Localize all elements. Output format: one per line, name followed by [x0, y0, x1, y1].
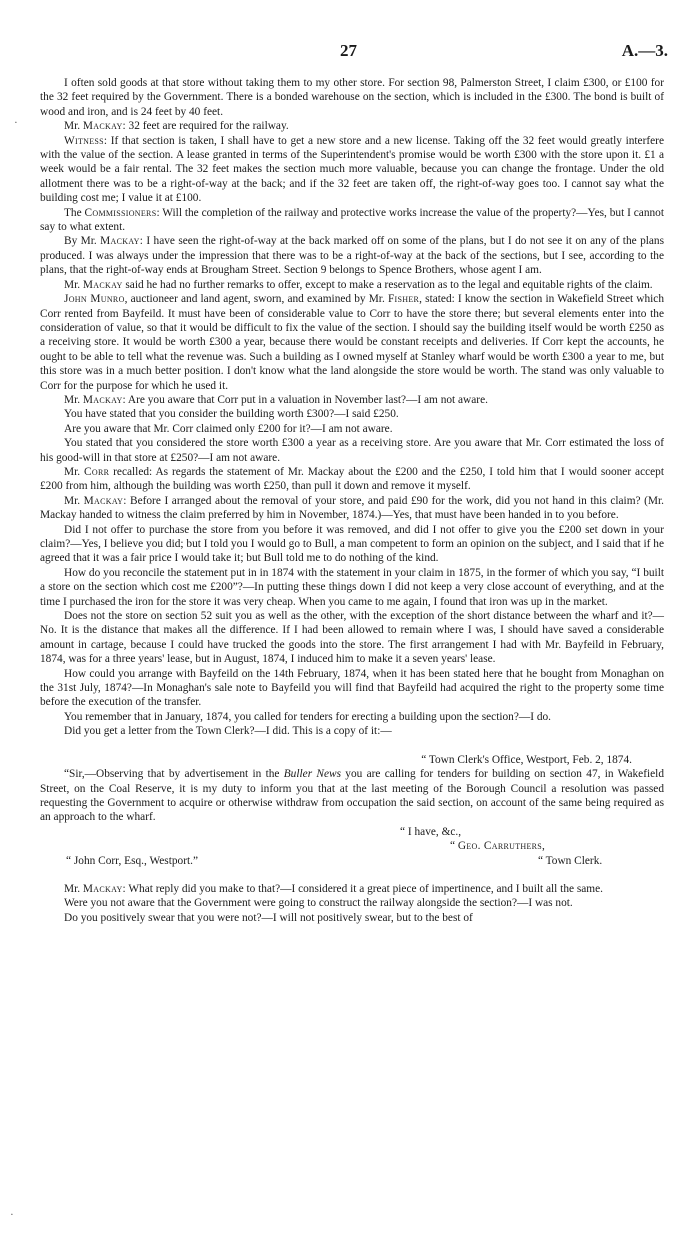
paragraph — [40, 523, 664, 566]
document-body — [40, 76, 664, 925]
paragraph — [40, 393, 664, 407]
text-run: You remember that in January, 1874, you called for tenders for erecting a building upon the section?—I do. — [64, 710, 552, 723]
letter-body — [40, 767, 664, 825]
letter-addressee: “ John Corr, Esq., Westport.” — [66, 854, 199, 867]
text-run: Did I not offer to purchase the store from you before it was removed, and did I not offer to give you the £200 set down in your claim?—Yes, I believe you did; but I told you I would go to Bull, a man competent to form an opinion on the subject, and I said that if he agreed that it was a fair price I would take it; but Bull told me to do nothing of the kind. — [40, 523, 664, 565]
paragraph — [40, 134, 664, 206]
text-run: : Will the completion of the railway and protective works increase the value of the property?—Yes, but I cannot say to what extent. — [40, 206, 664, 234]
letter-signatory-line — [450, 839, 664, 853]
text-run: Were you not aware that the Government were going to construct the railway alongside the section?—I was not. — [64, 897, 573, 910]
text-run: said he had no further remarks to offer, except to make a reservation as to the legal and equitable rights of the claim. — [122, 278, 653, 291]
speaker-name: Mackay — [82, 278, 123, 291]
speaker-name: Mackay — [82, 120, 123, 133]
text-run: Mr. — [64, 465, 84, 478]
paragraph — [40, 422, 664, 436]
text-run: Mr. — [64, 393, 83, 406]
text-run: The — [64, 206, 85, 219]
paragraph — [40, 609, 664, 667]
speaker-name: Corr — [84, 465, 110, 478]
speaker-name: Mackay — [83, 494, 124, 507]
paragraph — [40, 292, 664, 393]
paragraph — [40, 882, 664, 896]
text-run: Does not the store on section 52 suit you as well as the other, with the exception of the short distance between the wharf and it?—No. It is the distance that makes all the difference. If I had been allowed to remain where I was, I should have saved a considerable amount in cartage, because I could have trucked the goods into the store. The first arrangement I had with Mr. Bayfeild in February, 1874, was for a three years' lease, but in August, 1874, I induced him to make it a seven years' lease. — [40, 610, 664, 666]
text-run: Mr. — [64, 278, 83, 291]
text-run: How could you arrange with Bayfeild on the 14th February, 1874, when it has been stated here that he bought from Monaghan on the 31st July, 1874?—In Monaghan's sale note to Bayfeild you will find that Bayfeild had acquired the right to the property some time before the execution of the transfer. — [40, 667, 664, 709]
text-run: Are you aware that Mr. Corr claimed only £200 for it?—I am not aware. — [64, 422, 393, 435]
text-run: How do you reconcile the statement put in in 1874 with the statement in your claim in 1875, in the former of which you say, “I built a store on the section which cost me £200”?—In putting these things down I did not keep a very close account of everything, and at the time I purchased the iron for the store it was very cheap. When you came to me again, I found that iron was up in the market. — [40, 566, 664, 608]
paragraph — [40, 407, 664, 421]
paragraph — [40, 566, 664, 609]
testimony-continued — [40, 882, 664, 925]
letter-signatory-title: “ Town Clerk. — [538, 854, 603, 867]
text-run: : Are you aware that Corr put in a valuation in November last?—I am not aware. — [122, 393, 488, 406]
paragraph — [40, 278, 664, 292]
paragraph — [40, 436, 664, 465]
speaker-name: Mackay — [82, 393, 123, 406]
text-run: Did you get a letter from the Town Clerk?—I did. This is a copy of it:— — [64, 725, 392, 738]
testimony-section — [40, 76, 664, 739]
letter-footer — [40, 854, 664, 868]
letter-dateline: “ Town Clerk's Office, Westport, Feb. 2, 1874. — [421, 753, 632, 766]
text-run: : I have seen the right-of-way at the back marked off on some of the plans, but I do not see it on any of the plans produced. I was always under the impression that there was to be a right-of-way at the back of the sections, but I see, according to the plans, that the right-of-way ends at Brougham Street. Section 9 belongs to Spence Brothers, whose agent I am. — [40, 235, 665, 277]
paragraph — [40, 76, 664, 119]
text-run: : If that section is taken, I shall have to get a new store and a new license. Taking off the 32 feet would greatly interfere with the value of the section. A lease granted in terms of the Superintendent's promise would be worth £300 with the store upon it. £1 a week would be a fair rental. The 32 feet makes the section much more valuable, because you can change the frontage. Under the old allotment there was to be a right-of-way at the back; and if the 32 feet are taken off, the right-of-way goes too. I cannot say what the building cost me; I value it at £100. — [40, 134, 664, 205]
speaker-name: Commissioners — [84, 206, 157, 219]
margin-mark: · — [14, 117, 18, 129]
text-run: Mr. — [64, 120, 83, 133]
paragraph — [40, 494, 664, 523]
paragraph — [40, 119, 664, 133]
paragraph — [40, 896, 664, 910]
page-number: 27 — [340, 41, 357, 60]
speaker-name: Fisher — [387, 293, 420, 306]
paragraph — [40, 206, 664, 235]
speaker-name: Witness — [64, 134, 104, 147]
text-run: By Mr. — [64, 235, 101, 248]
paragraph — [40, 724, 664, 738]
text-run: : Before I arranged about the removal of your store, and paid £90 for the work, did you not hand in this claim? (Mr. Mackay handed to witness the claim preferred by him in November, 1874.)—Yes, that must have been handed in to you before. — [40, 494, 664, 522]
text-run: I often sold goods at that store without taking them to my other store. For section 98, Palmerston Street, I claim £300, or £100 for the 32 feet required by the Government. There is a bonded warehouse on the section, which is included in the £300. The bond is built of wood and iron, and is 24 feet by 40 feet. — [40, 77, 664, 118]
signatory-quote: “ — [450, 840, 458, 853]
text-run: “Sir,—Observing that by advertisement in the — [64, 768, 284, 781]
paragraph — [40, 911, 664, 925]
text-run: You have stated that you consider the building worth £300?—I said £250. — [64, 408, 399, 421]
letter-signatory: Geo. Carruthers, — [457, 840, 546, 853]
text-run: you are calling for tenders for building on section 47, in Wakefield Street, on the Coal Reserve, it is my duty to inform you that at the last meeting of the Borough Council a resolution was passed requesting the Government to acquire or otherwise withdraw from occupation the said section, on account of the same being required as an approach to the wharf. — [40, 768, 665, 824]
publication-title: Buller News — [283, 768, 341, 781]
section-reference: A.—3. — [621, 41, 668, 60]
text-run: , auctioneer and land agent, sworn, and examined by Mr. — [124, 293, 388, 306]
text-run: You stated that you considered the store worth £300 a year as a receiving store. Are you aware that Mr. Corr estimated the loss of his good-will in that store at £250?—I am not aware. — [40, 437, 664, 464]
text-run: recalled: As regards the statement of Mr. Mackay about the £200 and the £250, I told him that I would sooner accept £200 from him, although the building was worth £250, than pull it down and remove it myself. — [40, 465, 664, 493]
speaker-name: John Munro — [64, 293, 125, 306]
text-run: : 32 feet are required for the railway. — [122, 120, 289, 133]
text-run: : What reply did you make to that?—I considered it a great piece of impertinence, and I built all the same. — [122, 882, 604, 895]
paragraph — [40, 710, 664, 724]
speaker-name: Mackay — [82, 882, 123, 895]
text-run: Mr. — [64, 494, 84, 507]
paragraph — [40, 667, 664, 710]
text-run: Mr. — [64, 882, 83, 895]
paragraph — [40, 465, 664, 494]
page-header — [0, 41, 700, 64]
margin-mark: · — [10, 1209, 14, 1221]
paragraph — [40, 234, 664, 277]
speaker-name: Mackay — [100, 235, 140, 248]
text-run: , stated: I know the section in Wakefield Street which Corr rented from Bayfeild. It must have been of considerable value to Corr to have the store there; but several elements enter into the consideration of value, so that it would be difficult to fix the value of the section. I should say the building itself would be worth £250 as a receiving store. It would be worth £300 a year, because there would be constant receipts and deliveries. If Corr kept the accounts, he ought to be able to tell what the revenue was. Such a building as I owned myself at Stanley wharf would be worth £300 a year to me, but this store was in a much better position. I don't know what the land alongside the store would be worth. The stand was only valuable to Corr for the purpose for which he used it. — [40, 293, 665, 392]
text-run: Do you positively swear that you were not?—I will not positively swear, but to the best of — [64, 911, 473, 924]
letter-closing: “ I have, &c., — [400, 825, 462, 838]
